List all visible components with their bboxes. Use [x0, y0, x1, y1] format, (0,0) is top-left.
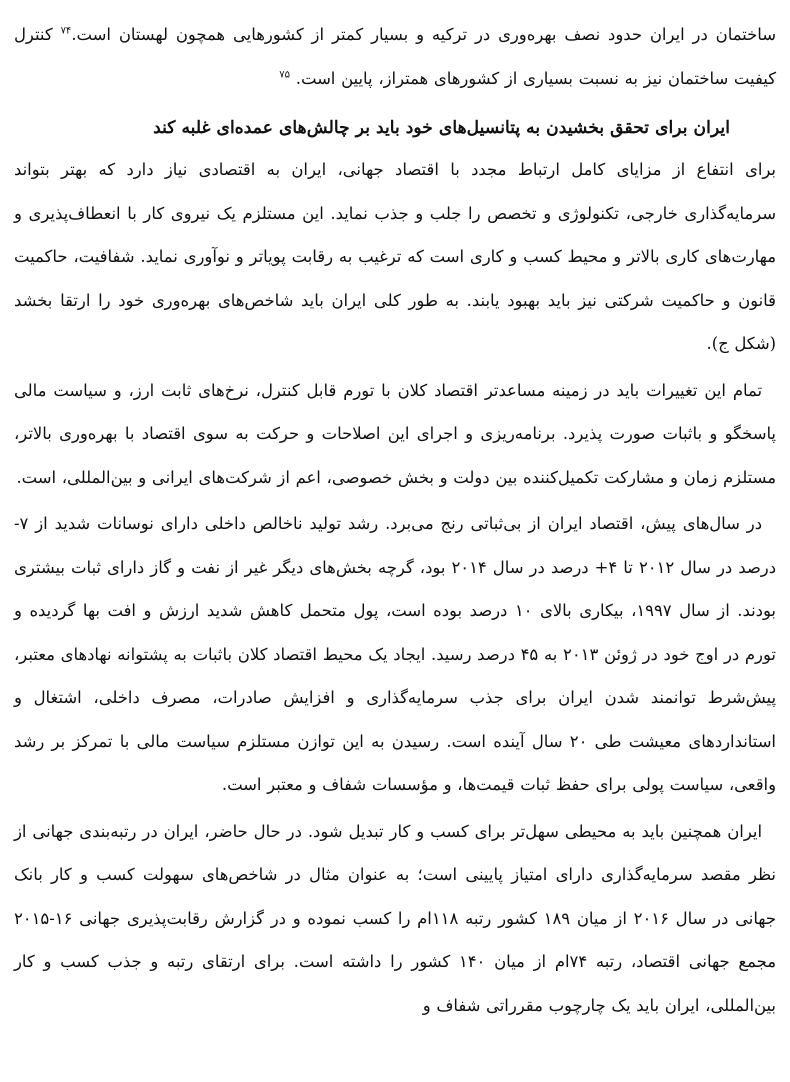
body-paragraph: برای انتفاع از مزایای کامل ارتباط مجدد با اقتصاد جهانی، ایران به اقتصادی نیاز دارد که بهتر بتواند سرمایه‌گذاری خارجی، تکنولوژی و تخصص را جلب و جذب نماید. این مستلزم یک نیروی کار با انعطاف‌پذیری و مهارت‌های کاری بالاتر و محیط کسب و کاری است که ترغیب به رقابت پویاتر و نوآوری نماید. شفافیت، حاکمیت قانون و حاکمیت شرکتی نیز باید بهبود یابند. به طور کلی ایران باید شاخص‌های بهره‌وری خود را ارتقا بخشد (شکل ج). [14, 160, 776, 353]
body-paragraph: تمام این تغییرات باید در زمینه مساعدتر اقتصاد کلان با تورم قابل کنترل، نرخ‌های ثابت ارز، و سیاست مالی پاسخگو و باثبات صورت پذیرد. برنامه‌ریزی و اجرای این اصلاحات و حرکت به سوی اقتصاد با بهره‌وری بالاتر، مستلزم زمان و مشارکت تکمیل‌کننده بین دولت و بخش خصوصی، اعم از شرکت‌های ایرانی و بین‌المللی، است. [14, 380, 776, 487]
body-paragraph: در سال‌های پیش، اقتصاد ایران از بی‌ثباتی رنج می‌برد. رشد تولید ناخالص داخلی دارای نوسانات شدید از ۷- درصد در سال ۲۰۱۲ تا ۴+ درصد در سال ۲۰۱۴ بود، گرچه بخش‌های دیگر غیر از نفت و گاز دارای ثبات بیشتری بودند. از سال ۱۹۹۷، بیکاری بالای ۱۰ درصد بوده است، پول متحمل کاهش شدید ارزش و افت بها گردیده و تورم در اوج خود در ژوئن ۲۰۱۳ به ۴۵ درصد رسید. ایجاد یک محیط اقتصاد کلان باثبات به پشتوانه نهادهای معتبر، پیش‌شرط توانمند شدن ایران برای جذب سرمایه‌گذاری و افزایش صادرات، مصرف داخلی، اشتغال و استانداردهای معیشت طی ۲۰ سال آینده است. رسیدن به این توازن مستلزم سیاست مالی با تمرکز بر رشد واقعی، سیاست پولی برای حفظ ثبات قیمت‌ها، و مؤسسات شفاف و معتبر است. [14, 514, 776, 794]
section-heading: ایران برای تحقق بخشیدن به پتانسیل‌های خود باید بر چالش‌های عمده‌ای غلبه کند [153, 118, 730, 138]
body-paragraph: ایران همچنین باید به محیطی سهل‌تر برای کسب و کار تبدیل شود. در حال حاضر، ایران در رتبه‌بندی جهانی از نظر مقصد سرمایه‌گذاری دارای امتیاز پایینی است؛ به عنوان مثال در شاخص‌های سهولت کسب و کار بانک جهانی در سال ۲۰۱۶ از میان ۱۸۹ کشور رتبه ۱۱۸ام را کسب نموده و در گزارش رقابت‌پذیری جهانی ۱۶-۲۰۱۵ مجمع جهانی اقتصاد، رتبه ۷۴ام از میان ۱۴۰ کشور را داشته است. برای ارتقای رتبه و جذب کسب و کار بین‌المللی، ایران باید یک چارچوب مقرراتی شفاف و [14, 821, 776, 1015]
intro-text: ساختمان در ایران حدود نصف بهره‌وری در ترکیه و بسیار کمتر از کشورهایی همچون لهستان است. [71, 25, 776, 44]
footnote-marker[interactable]: ۷۴ [60, 25, 72, 37]
footnote-marker[interactable]: ۷۵ [279, 69, 291, 81]
intro-text-continued: کنترل کیفیت ساختمان نیز به نسبت بسیاری از کشورهای همتراز، پایین است. [14, 25, 776, 88]
intro-paragraph [14, 13, 776, 100]
